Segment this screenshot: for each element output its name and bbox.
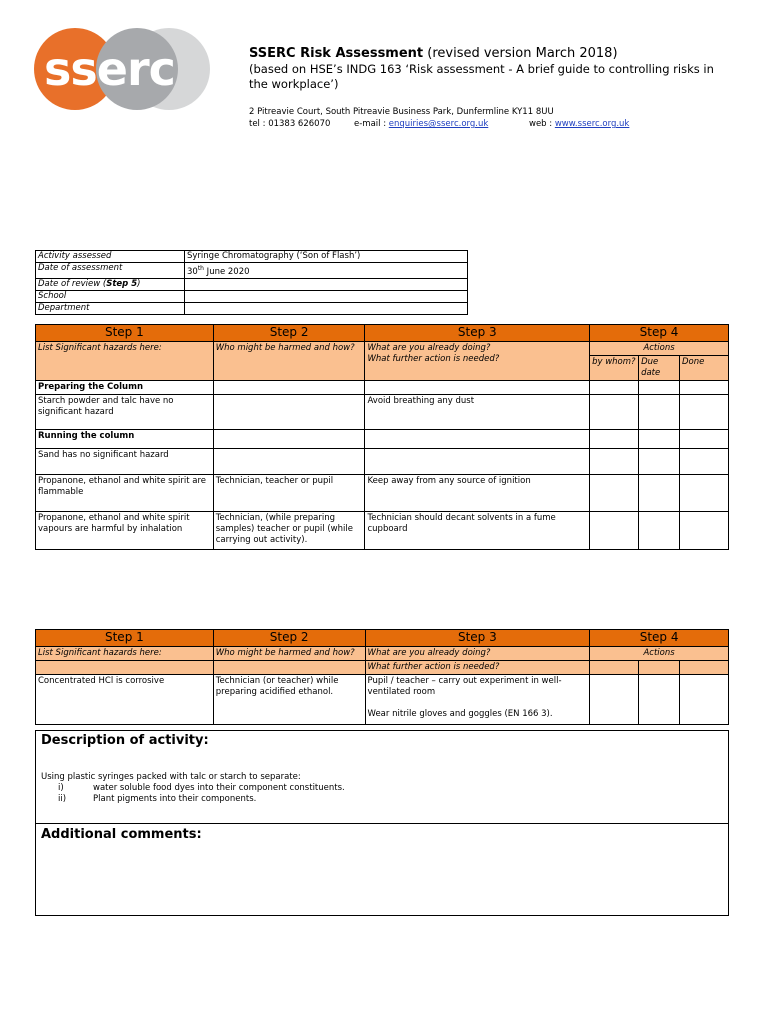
address: 2 Pitreavie Court, South Pitreavie Business Park, Dunfermline KY11 8UU (249, 107, 554, 117)
who-cell[interactable] (213, 395, 365, 430)
web-block: web : www.sserc.org.uk (529, 119, 630, 129)
step4-actions-subheader: Actions (590, 647, 729, 661)
risk-table-1 (35, 324, 729, 550)
table-row (36, 512, 729, 550)
contact-line (249, 118, 719, 130)
hazard-cell: Propanone, ethanol and white spirit vapours are harmful by inhalation (36, 512, 214, 550)
list-item-number: i) (58, 783, 64, 793)
sserc-logo (32, 28, 212, 110)
by-whom-subheader: by whom? (590, 356, 639, 381)
step-2-header: Step 2 (213, 325, 365, 342)
doing-cell[interactable]: Keep away from any source of ignition (365, 475, 590, 512)
step-1-header: Step 1 (36, 630, 214, 647)
info-value[interactable] (185, 290, 468, 302)
step-4-header: Step 4 (590, 325, 729, 342)
hazard-cell: Sand has no significant hazard (36, 449, 214, 475)
table-row (36, 278, 468, 290)
info-value[interactable]: Syringe Chromatography (‘Son of Flash’) (185, 251, 468, 263)
subheader-row (36, 647, 729, 661)
section-heading: Preparing the Column (36, 381, 214, 395)
who-subheader: Who might be harmed and how? (213, 342, 365, 381)
doing-cell[interactable] (365, 449, 590, 475)
step-2-header: Step 2 (213, 630, 365, 647)
table-row (36, 381, 729, 395)
activity-info-table (35, 250, 468, 315)
table-row (36, 430, 729, 449)
doing-cell[interactable]: Avoid breathing any dust (365, 395, 590, 430)
doing-cell[interactable]: Technician should decant solvents in a fume cupboard (365, 512, 590, 550)
info-label: Department (36, 302, 185, 314)
table-row (36, 475, 729, 512)
info-label: Date of review (Step 5) (36, 278, 185, 290)
list-item: water soluble food dyes into their component constituents. (93, 783, 345, 793)
step-4-header: Step 4 (590, 630, 729, 647)
document-subtitle: (based on HSE’s INDG 163 ‘Risk assessment - A brief guide to controlling risks in the workplace’) (249, 62, 714, 91)
info-value[interactable] (185, 302, 468, 314)
info-label: Activity assessed (36, 251, 185, 263)
table-row (36, 290, 468, 302)
subheader-row (36, 342, 729, 356)
description-heading: Description of activity: (41, 733, 209, 748)
description-intro: Using plastic syringes packed with talc or starch to separate: (41, 772, 301, 782)
risk-table-2 (35, 629, 729, 725)
who-subheader: Who might be harmed and how? (213, 647, 365, 661)
hazard-cell: Starch powder and talc have no significant hazard (36, 395, 214, 430)
table-row (36, 263, 468, 279)
who-cell[interactable]: Technician (or teacher) while preparing acidified ethanol. (213, 675, 365, 725)
table-row (36, 302, 468, 314)
info-label: Date of assessment (36, 263, 185, 279)
list-item: Plant pigments into their components. (93, 794, 257, 804)
step-3-header: Step 3 (365, 325, 590, 342)
divider (36, 823, 728, 824)
due-date-subheader: Due date (639, 356, 680, 381)
info-value[interactable] (185, 278, 468, 290)
section-heading: Running the column (36, 430, 214, 449)
list-item-number: ii) (58, 794, 67, 804)
step-1-header: Step 1 (36, 325, 214, 342)
step-3-header: Step 3 (365, 630, 590, 647)
step-header-row (36, 325, 729, 342)
hazard-cell: Concentrated HCl is corrosive (36, 675, 214, 725)
actions-subheader: What are you already doing? What further action is needed? (365, 342, 590, 381)
email-link[interactable]: enquiries@sserc.org.uk (388, 119, 489, 129)
web-link[interactable]: www.sserc.org.uk (554, 119, 630, 129)
step4-actions-subheader: Actions (590, 342, 729, 356)
logo-text: sserc (44, 42, 175, 96)
info-value[interactable]: 30th June 2020 (185, 263, 468, 279)
document-header (249, 46, 719, 130)
hazards-subheader: List Significant hazards here: (36, 342, 214, 381)
who-cell[interactable] (213, 449, 365, 475)
doing-subheader: What are you already doing? (365, 647, 590, 661)
info-label: School (36, 290, 185, 302)
hazard-cell: Propanone, ethanol and white spirit are flammable (36, 475, 214, 512)
hazards-subheader: List Significant hazards here: (36, 647, 214, 661)
doing-cell[interactable]: Pupil / teacher – carry out experiment in well-ventilated room Wear nitrile gloves and goggles (EN 166 3). (365, 675, 590, 725)
table-row (36, 675, 729, 725)
description-box (35, 730, 729, 916)
table-row (36, 449, 729, 475)
telephone: tel : 01383 626070 (249, 119, 331, 129)
table-row (36, 251, 468, 263)
further-subheader: What further action is needed? (365, 661, 590, 675)
comments-heading: Additional comments: (41, 827, 202, 842)
table-row (36, 395, 729, 430)
document-title: SSERC Risk Assessment (revised version March 2018) (249, 46, 618, 61)
email-block: e-mail : enquiries@sserc.org.uk (354, 119, 489, 129)
step-header-row (36, 630, 729, 647)
who-cell[interactable]: Technician, (while preparing samples) teacher or pupil (while carrying out activity). (213, 512, 365, 550)
subheader-row (36, 661, 729, 675)
who-cell[interactable]: Technician, teacher or pupil (213, 475, 365, 512)
done-subheader: Done (680, 356, 729, 381)
